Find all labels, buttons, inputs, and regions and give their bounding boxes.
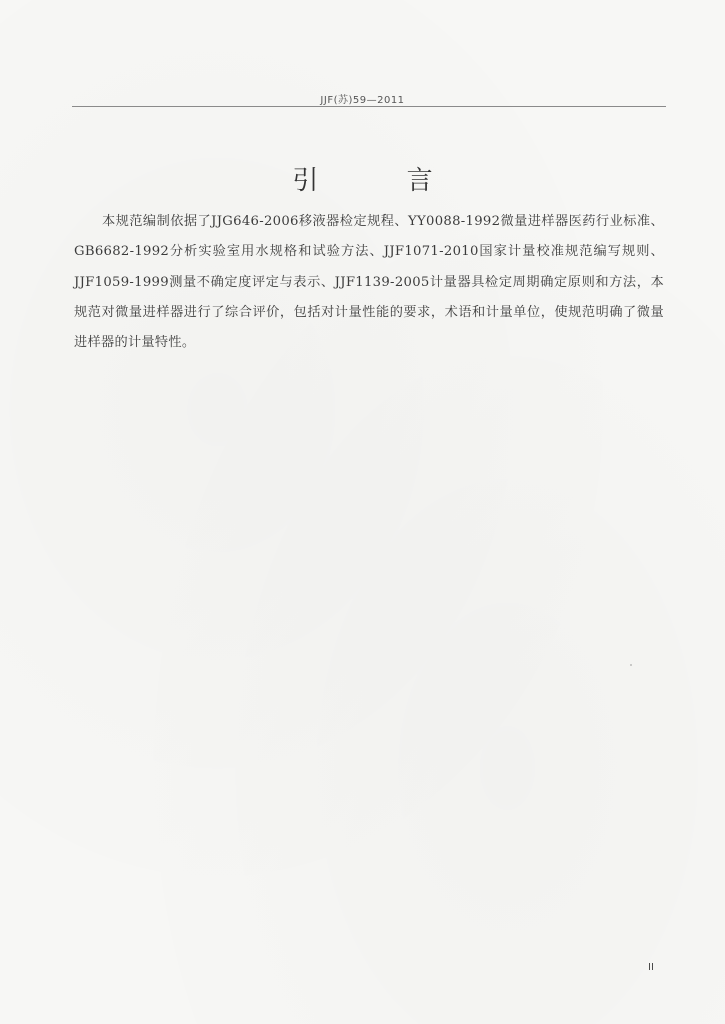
body-paragraph: 本规范编制依据了JJG646-2006移液器检定规程、YY0088-1992微量进样器医药行业标准、GB6682-1992分析实验室用水规格和试验方法、JJF1071-2010国家计量校准规范编写规则、JJF1059-1999测量不确定度评定与表示、JJF1139-2005计量器具检定周期确定原则和方法，本规范对微量进样器进行了综合评价，包括对计量性能的要求，术语和计量单位，使规范明确了微量进样器的计量特性。 [74, 214, 664, 351]
header-rule [72, 106, 666, 107]
running-head: JJF(苏)59—2011 [320, 95, 405, 106]
scan-speck [630, 664, 632, 666]
page-number: II [648, 962, 654, 973]
section-title: 引 言 [292, 166, 473, 197]
